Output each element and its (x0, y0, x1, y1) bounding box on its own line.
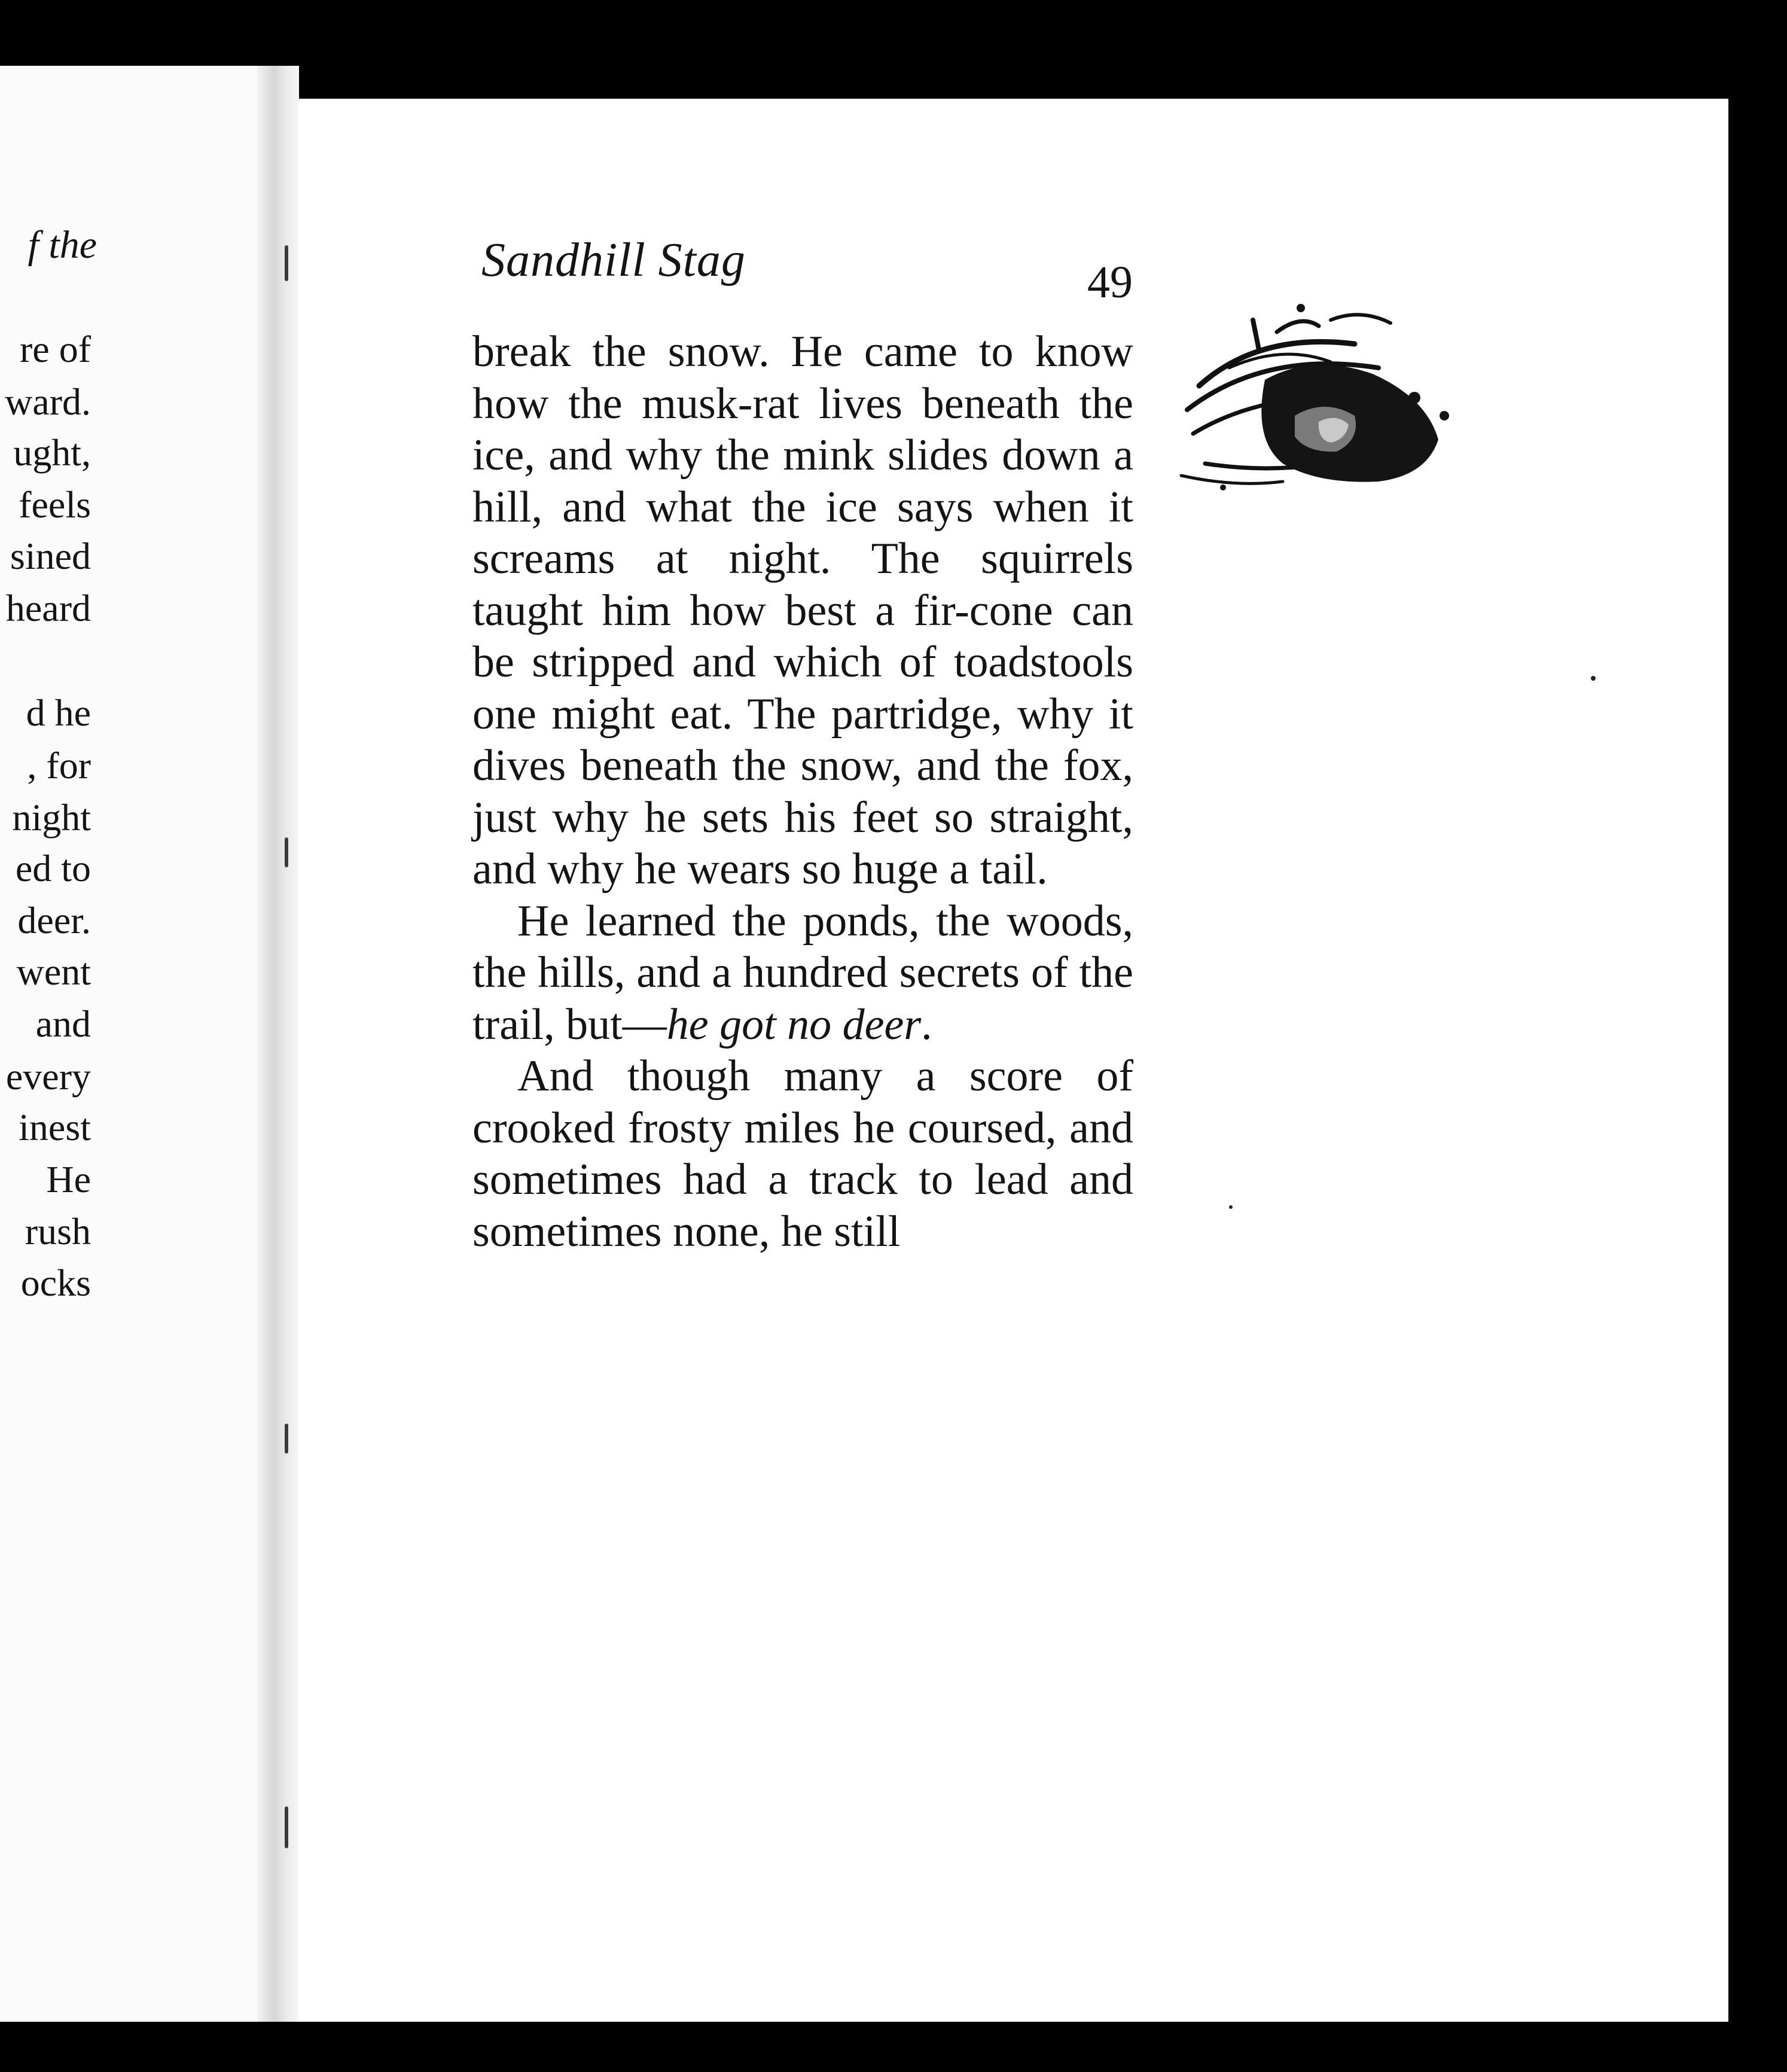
bird-nest-woodcut-icon (1163, 296, 1474, 493)
facing-page-line: every (5, 1055, 91, 1098)
facing-page-line: d he (26, 691, 91, 734)
facing-page-line: deer. (17, 899, 91, 941)
facing-page-line: He (46, 1158, 91, 1200)
facing-page-line: ocks (20, 1262, 91, 1304)
paragraph: And though many a score of crooked frosty miles he coursed, and sometimes had a track to lead and sometimes none, he still (472, 1052, 1133, 1256)
book-page (299, 99, 1728, 2022)
facing-page-line: ed to (15, 847, 91, 889)
facing-page-line: and (35, 1003, 91, 1045)
page-number: 49 (1087, 257, 1133, 307)
facing-page-line: went (16, 950, 91, 993)
paragraph: He learned the ponds, the woods, the hills, and a hundred secrets of the trail, but—he got no deer. (472, 896, 1133, 1049)
facing-page (0, 66, 287, 2022)
facing-page-line: inest (19, 1106, 91, 1148)
italic-emphasis: he got no deer (666, 1000, 922, 1049)
book-gutter (257, 66, 299, 2022)
running-head: Sandhill Stag (481, 234, 746, 287)
facing-page-line: sined (10, 535, 91, 577)
facing-page-line: , for (27, 744, 91, 787)
facing-page-line: night (12, 796, 91, 839)
facing-page-line: heard (5, 587, 91, 629)
binding-stitch (285, 1424, 288, 1454)
facing-page-line: rush (25, 1210, 91, 1253)
body-text (472, 326, 1133, 1257)
facing-page-line: feels (19, 483, 91, 526)
binding-stitch (285, 1806, 288, 1848)
facing-page-line: re of (19, 328, 91, 370)
binding-stitch (285, 245, 288, 281)
facing-page-line: ught, (13, 431, 91, 474)
scan-speck (1229, 1205, 1233, 1209)
paragraph: break the snow. He came to know how the musk-rat lives beneath the ice, and why the mink slides down a hill, and what the ice says when it screams at night. The squirrels taught him how best a fir-cone can be stripped and which of toadstools one might eat. The partridge, why it dives beneath the snow, and the fox, just why he sets his feet so straight, and why he wears so huge a tail. (472, 327, 1133, 894)
facing-page-line: ward. (5, 380, 91, 423)
scan-speck (1591, 676, 1596, 681)
binding-stitch (285, 837, 288, 867)
facing-page-running-head: f the (28, 223, 97, 267)
